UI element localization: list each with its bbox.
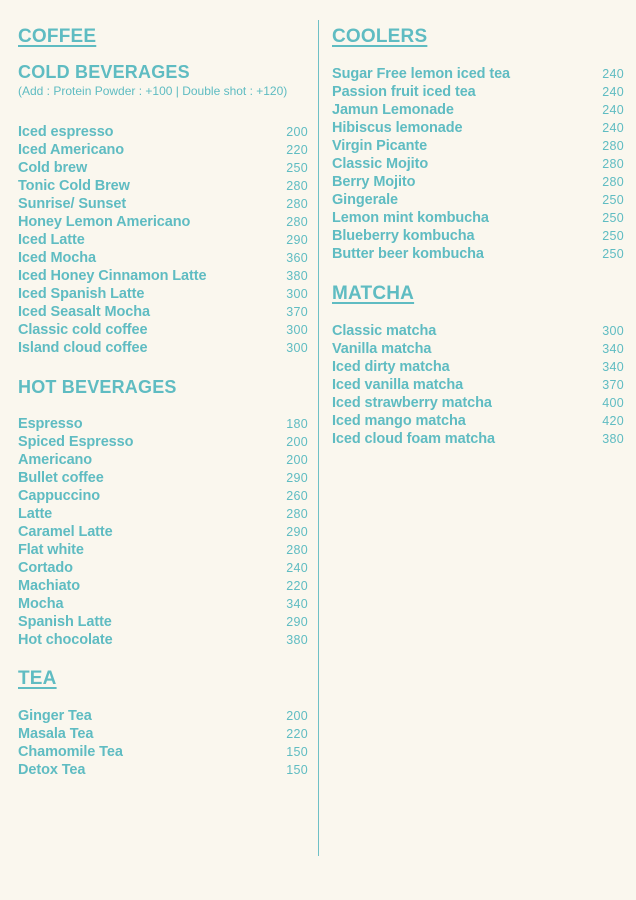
menu-item-price: 280	[286, 179, 308, 193]
menu-item-name: Island cloud coffee	[18, 340, 148, 356]
menu-item-name: Sugar Free lemon iced tea	[332, 66, 511, 82]
menu-item-name: Iced strawberry matcha	[332, 395, 492, 411]
menu-item-name: Bullet coffee	[18, 470, 104, 486]
menu-item	[18, 433, 310, 451]
menu-item	[332, 412, 624, 430]
menu-item-price: 340	[602, 360, 624, 374]
menu-item-name: Iced Seasalt Mocha	[18, 304, 150, 320]
menu-item-name: Iced mango matcha	[332, 413, 466, 429]
menu-item	[18, 725, 310, 743]
menu-item-name: Honey Lemon Americano	[18, 214, 191, 230]
menu-item	[18, 505, 310, 523]
menu-item	[18, 743, 310, 761]
menu-item-name: Passion fruit iced tea	[332, 84, 476, 100]
menu-item-name: Classic cold coffee	[18, 322, 148, 338]
menu-item-price: 250	[602, 229, 624, 243]
menu-item-price: 240	[286, 561, 308, 575]
menu-item	[332, 119, 624, 137]
menu-item	[18, 177, 310, 195]
menu-item-name: Iced Americano	[18, 142, 125, 158]
menu-item-price: 280	[602, 175, 624, 189]
menu-item-name: Butter beer kombucha	[332, 246, 484, 262]
menu-item-price: 240	[602, 103, 624, 117]
menu-item-name: Espresso	[18, 416, 83, 432]
tea-list	[18, 707, 310, 779]
menu-item-price: 300	[286, 287, 308, 301]
hot-beverages-list	[18, 415, 310, 649]
menu-item	[18, 523, 310, 541]
menu-item-name: Hot chocolate	[18, 632, 113, 648]
section-title-coffee: COFFEE	[18, 26, 97, 47]
section-title-cold-beverages: COLD BEVERAGES	[18, 62, 190, 82]
menu-item	[18, 577, 310, 595]
menu-item-name: Classic Mojito	[332, 156, 429, 172]
menu-item-name: Spanish Latte	[18, 614, 112, 630]
menu-item-price: 280	[602, 157, 624, 171]
menu-item-name: Iced Honey Cinnamon Latte	[18, 268, 207, 284]
menu-item-price: 240	[602, 85, 624, 99]
menu-item-name: Hibiscus lemonade	[332, 120, 463, 136]
menu-item	[332, 65, 624, 83]
menu-item-price: 290	[286, 615, 308, 629]
menu-item-price: 150	[286, 745, 308, 759]
menu-item-price: 260	[286, 489, 308, 503]
menu-item-name: Sunrise/ Sunset	[18, 196, 127, 212]
menu-item	[18, 707, 310, 725]
menu-item-name: Caramel Latte	[18, 524, 113, 540]
menu-item-name: Jamun Lemonade	[332, 102, 454, 118]
menu-item	[332, 209, 624, 227]
menu-item-price: 200	[286, 125, 308, 139]
menu-item-name: Tonic Cold Brew	[18, 178, 130, 194]
matcha-list	[332, 322, 624, 448]
cold-beverages-list	[18, 123, 310, 357]
menu-item-name: Detox Tea	[18, 762, 86, 778]
menu-item-price: 300	[286, 341, 308, 355]
menu-item-price: 420	[602, 414, 624, 428]
menu-item	[332, 137, 624, 155]
menu-item	[18, 559, 310, 577]
menu-item	[332, 191, 624, 209]
menu-item-price: 300	[602, 324, 624, 338]
menu-item-price: 250	[286, 161, 308, 175]
menu-item	[18, 321, 310, 339]
menu-item	[332, 101, 624, 119]
column-divider	[318, 20, 319, 856]
menu-item-name: Vanilla matcha	[332, 341, 432, 357]
menu-item	[18, 141, 310, 159]
menu-item-price: 280	[602, 139, 624, 153]
menu-item-name: Chamomile Tea	[18, 744, 123, 760]
menu-item-name: Iced Spanish Latte	[18, 286, 145, 302]
menu-item	[332, 358, 624, 376]
menu-item	[332, 430, 624, 448]
menu-item-name: Iced Mocha	[18, 250, 96, 266]
menu-item-price: 250	[602, 193, 624, 207]
menu-item-name: Lemon mint kombucha	[332, 210, 489, 226]
menu-item-price: 300	[286, 323, 308, 337]
menu-item-price: 240	[602, 121, 624, 135]
section-title-tea: TEA	[18, 668, 57, 689]
menu-item-name: Spiced Espresso	[18, 434, 134, 450]
menu-item-name: Iced dirty matcha	[332, 359, 450, 375]
menu-item-price: 380	[602, 432, 624, 446]
menu-item-price: 380	[286, 269, 308, 283]
menu-item-name: Machiato	[18, 578, 81, 594]
menu-item-name: Iced espresso	[18, 124, 114, 140]
menu-item	[18, 595, 310, 613]
menu-item	[332, 340, 624, 358]
menu-item-name: Berry Mojito	[332, 174, 416, 190]
menu-item-name: Classic matcha	[332, 323, 437, 339]
menu-item	[332, 227, 624, 245]
menu-item-name: Cold brew	[18, 160, 88, 176]
menu-item	[18, 469, 310, 487]
menu-item	[18, 487, 310, 505]
menu-item-name: Mocha	[18, 596, 64, 612]
menu-item-price: 280	[286, 215, 308, 229]
menu-item-price: 290	[286, 471, 308, 485]
menu-item-price: 280	[286, 507, 308, 521]
menu-item-price: 150	[286, 763, 308, 777]
menu-item	[18, 541, 310, 559]
menu-item	[332, 376, 624, 394]
menu-item	[332, 245, 624, 263]
menu-item	[18, 415, 310, 433]
section-title-hot-beverages: HOT BEVERAGES	[18, 377, 177, 397]
menu-item-price: 220	[286, 727, 308, 741]
menu-item-price: 220	[286, 579, 308, 593]
menu-item	[332, 322, 624, 340]
menu-item-price: 280	[286, 543, 308, 557]
menu-item-price: 380	[286, 633, 308, 647]
menu-item	[18, 213, 310, 231]
menu-item-price: 200	[286, 709, 308, 723]
menu-item-price: 340	[286, 597, 308, 611]
menu-item-price: 290	[286, 525, 308, 539]
menu-item-name: Gingerale	[332, 192, 398, 208]
menu-item-price: 250	[602, 247, 624, 261]
menu-item-name: Iced cloud foam matcha	[332, 431, 495, 447]
menu-item-price: 200	[286, 435, 308, 449]
menu-item	[18, 159, 310, 177]
menu-item-price: 200	[286, 453, 308, 467]
section-title-coolers: COOLERS	[332, 26, 428, 47]
menu-item-price: 280	[286, 197, 308, 211]
menu-item-price: 290	[286, 233, 308, 247]
menu-item	[18, 195, 310, 213]
menu-item-price: 220	[286, 143, 308, 157]
menu-item	[18, 339, 310, 357]
menu-item	[332, 394, 624, 412]
menu-item-price: 180	[286, 417, 308, 431]
menu-item-price: 340	[602, 342, 624, 356]
menu-item-name: Latte	[18, 506, 53, 522]
menu-item-name: Flat white	[18, 542, 84, 558]
menu-item	[332, 83, 624, 101]
menu-item-price: 370	[602, 378, 624, 392]
menu-item	[18, 761, 310, 779]
menu-item	[18, 631, 310, 649]
menu-item	[18, 231, 310, 249]
menu-item	[18, 267, 310, 285]
menu-item-name: Ginger Tea	[18, 708, 92, 724]
menu-item	[18, 451, 310, 469]
menu-item-price: 400	[602, 396, 624, 410]
menu-item-name: Cortado	[18, 560, 73, 576]
menu-item-name: Americano	[18, 452, 93, 468]
menu-item-price: 370	[286, 305, 308, 319]
menu-item-price: 240	[602, 67, 624, 81]
menu-item	[18, 285, 310, 303]
menu-item-name: Iced vanilla matcha	[332, 377, 464, 393]
menu-item-name: Blueberry kombucha	[332, 228, 475, 244]
coolers-list	[332, 65, 624, 263]
menu-item	[18, 249, 310, 267]
menu-item	[332, 173, 624, 191]
menu-item-name: Iced Latte	[18, 232, 85, 248]
menu-item	[332, 155, 624, 173]
cold-beverages-note: (Add : Protein Powder : +100 | Double shot : +120)	[18, 84, 288, 98]
menu-item	[18, 303, 310, 321]
section-title-matcha: MATCHA	[332, 283, 415, 304]
menu-item	[18, 613, 310, 631]
menu-item-price: 250	[602, 211, 624, 225]
menu-item	[18, 123, 310, 141]
menu-item-name: Cappuccino	[18, 488, 100, 504]
menu-item-name: Virgin Picante	[332, 138, 428, 154]
menu-item-price: 360	[286, 251, 308, 265]
menu-item-name: Masala Tea	[18, 726, 94, 742]
